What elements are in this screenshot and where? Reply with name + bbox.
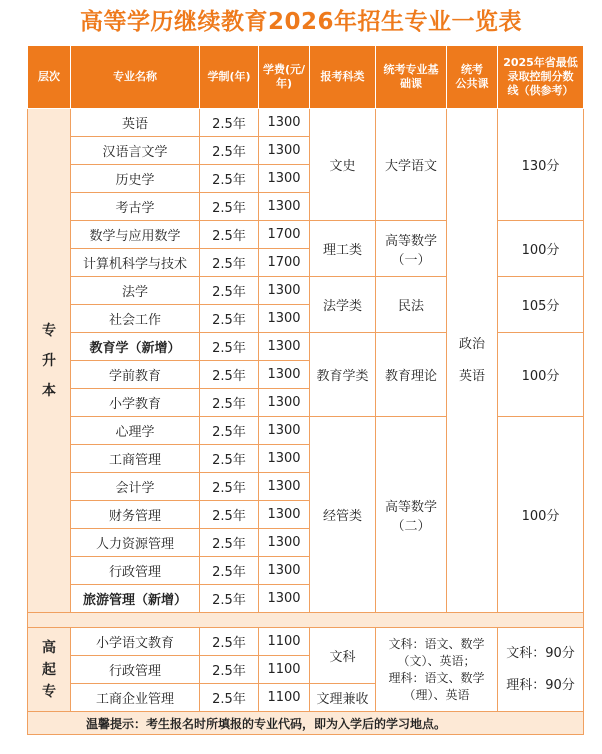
major-cell: 法学 [71, 277, 200, 305]
duration-cell: 2.5年 [200, 109, 259, 137]
category-cell: 法学类 [310, 277, 376, 333]
level-zsb: 专 升 本 [28, 109, 71, 613]
basic-course-cell: 教育理论 [376, 333, 447, 417]
major-cell: 数学与应用数学 [71, 221, 200, 249]
basic-course-cell: 民法 [376, 277, 447, 333]
public-course-cell: 政治 英语 [447, 109, 498, 613]
fee-cell: 1700 [259, 249, 310, 277]
fee-cell: 1100 [259, 656, 310, 684]
fee-cell: 1700 [259, 221, 310, 249]
score-cell: 130分 [498, 109, 584, 221]
fee-cell: 1300 [259, 361, 310, 389]
category-cell: 文理兼收 [310, 684, 376, 712]
header-duration: 学制(年) [200, 46, 259, 109]
duration-cell: 2.5年 [200, 305, 259, 333]
fee-cell: 1300 [259, 445, 310, 473]
major-cell: 旅游管理（新增） [71, 585, 200, 613]
major-cell: 工商管理 [71, 445, 200, 473]
fee-cell: 1300 [259, 333, 310, 361]
table-row [28, 628, 584, 656]
duration-cell: 2.5年 [200, 333, 259, 361]
fee-cell: 1300 [259, 305, 310, 333]
major-cell: 人力资源管理 [71, 529, 200, 557]
category-cell: 理工类 [310, 221, 376, 277]
tip-row [28, 712, 584, 735]
header-major: 专业名称 [71, 46, 200, 109]
duration-cell: 2.5年 [200, 445, 259, 473]
header-basic-course: 统考专业基 础课 [376, 46, 447, 109]
fee-cell: 1100 [259, 684, 310, 712]
category-cell: 文科 [310, 628, 376, 684]
duration-cell: 2.5年 [200, 277, 259, 305]
major-cell: 行政管理 [71, 557, 200, 585]
fee-cell: 1300 [259, 417, 310, 445]
category-cell: 教育学类 [310, 333, 376, 417]
page-title: 高等学历继续教育2026年招生专业一览表 [79, 9, 522, 35]
fee-cell: 1300 [259, 277, 310, 305]
fee-cell: 1300 [259, 557, 310, 585]
table-row [28, 277, 584, 305]
duration-cell: 2.5年 [200, 417, 259, 445]
category-cell: 经管类 [310, 417, 376, 613]
fee-cell: 1300 [259, 193, 310, 221]
duration-cell: 2.5年 [200, 529, 259, 557]
duration-cell: 2.5年 [200, 656, 259, 684]
score-cell: 105分 [498, 277, 584, 333]
gqz-courses-cell: 文科：语文、数学 （文）、英语； 理科：语文、数学 （理）、英语 [376, 628, 498, 712]
major-cell: 财务管理 [71, 501, 200, 529]
duration-cell: 2.5年 [200, 361, 259, 389]
score-cell: 100分 [498, 221, 584, 277]
major-cell: 计算机科学与技术 [71, 249, 200, 277]
major-cell: 小学语文教育 [71, 628, 200, 656]
fee-cell: 1300 [259, 501, 310, 529]
duration-cell: 2.5年 [200, 193, 259, 221]
fee-cell: 1300 [259, 529, 310, 557]
table-row [28, 109, 584, 137]
duration-cell: 2.5年 [200, 165, 259, 193]
basic-course-cell: 高等数学 （二） [376, 417, 447, 613]
header-score: 2025年省最低 录取控制分数 线（供参考） [498, 46, 584, 109]
fee-cell: 1300 [259, 165, 310, 193]
major-cell: 汉语言文学 [71, 137, 200, 165]
duration-cell: 2.5年 [200, 628, 259, 656]
fee-cell: 1300 [259, 389, 310, 417]
score-cell: 100分 [498, 417, 584, 613]
fee-cell: 1100 [259, 628, 310, 656]
duration-cell: 2.5年 [200, 585, 259, 613]
major-cell: 历史学 [71, 165, 200, 193]
duration-cell: 2.5年 [200, 249, 259, 277]
duration-cell: 2.5年 [200, 557, 259, 585]
major-cell: 小学教育 [71, 389, 200, 417]
basic-course-cell: 高等数学 （一） [376, 221, 447, 277]
duration-cell: 2.5年 [200, 221, 259, 249]
major-cell: 会计学 [71, 473, 200, 501]
section-divider [28, 613, 584, 628]
duration-cell: 2.5年 [200, 389, 259, 417]
tip-text: 温馨提示：考生报名时所填报的专业代码，即为入学后的学习地点。 [28, 712, 584, 735]
major-cell: 英语 [71, 109, 200, 137]
major-cell: 心理学 [71, 417, 200, 445]
level-gqz: 高 起 专 [28, 628, 71, 712]
major-cell: 工商企业管理 [71, 684, 200, 712]
major-cell: 行政管理 [71, 656, 200, 684]
duration-cell: 2.5年 [200, 473, 259, 501]
enrollment-table [27, 45, 584, 735]
header-category: 报考科类 [310, 46, 376, 109]
score-cell: 100分 [498, 333, 584, 417]
category-cell: 文史 [310, 109, 376, 221]
fee-cell: 1300 [259, 473, 310, 501]
basic-course-cell: 大学语文 [376, 109, 447, 221]
fee-cell: 1300 [259, 109, 310, 137]
header-level: 层次 [28, 46, 71, 109]
table-header-row [28, 46, 584, 109]
header-fee: 学费(元/年) [259, 46, 310, 109]
fee-cell: 1300 [259, 585, 310, 613]
table-row [28, 221, 584, 249]
table-row [28, 417, 584, 445]
major-cell: 学前教育 [71, 361, 200, 389]
gqz-score-cell: 文科：90分 理科：90分 [498, 628, 584, 712]
major-cell: 社会工作 [71, 305, 200, 333]
major-cell: 考古学 [71, 193, 200, 221]
major-cell: 教育学（新增） [71, 333, 200, 361]
duration-cell: 2.5年 [200, 137, 259, 165]
header-public-course: 统考 公共课 [447, 46, 498, 109]
duration-cell: 2.5年 [200, 501, 259, 529]
table-row [28, 333, 584, 361]
fee-cell: 1300 [259, 137, 310, 165]
duration-cell: 2.5年 [200, 684, 259, 712]
